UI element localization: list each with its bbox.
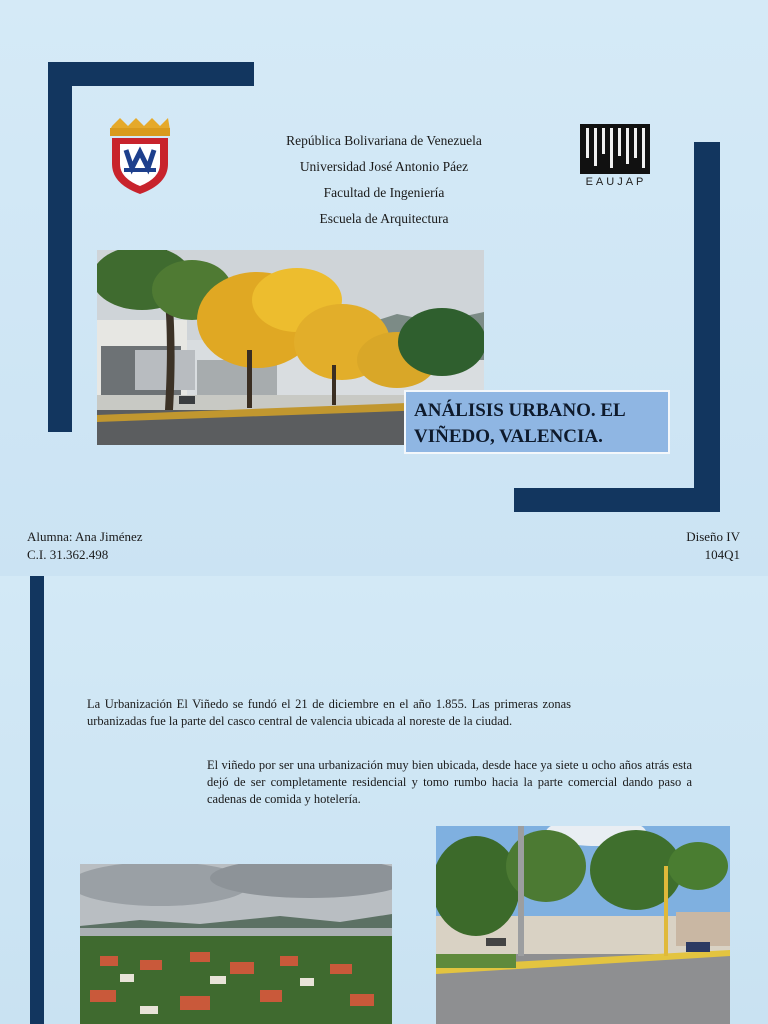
title-line-1: ANÁLISIS URBANO. EL [414, 400, 626, 421]
content-page [0, 576, 768, 1024]
frame-bottom-right-horizontal [514, 488, 720, 512]
frame-top-left-horizontal [48, 62, 254, 86]
page-left-bar [30, 576, 44, 1024]
paragraph-commercial: El viñedo por ser una urbanización muy bien ubicada, desde hace ya siete u ocho años atrás esta dejó de ser completamente residencial y tomo rumbo hacia la parte comercial dando paso a cadenas de comida y hotelería. [207, 758, 692, 806]
institution-header [250, 128, 518, 232]
frame-top-left-vertical [48, 62, 72, 432]
university-shield-logo [106, 116, 174, 196]
document-title [404, 390, 670, 454]
aerial-city-photo [80, 864, 392, 1024]
course-section: 104Q1 [704, 547, 740, 562]
avenue-photo [436, 826, 730, 1024]
student-info [27, 528, 143, 564]
header-line-university: Universidad José Antonio Páez [299, 159, 469, 174]
header-line-school: Escuela de Arquitectura [319, 211, 449, 226]
eaujap-logo-text: EAUJAP [585, 176, 647, 188]
header-line-faculty: Facultad de Ingeniería [323, 185, 445, 200]
frame-bottom-right-vertical [694, 142, 720, 512]
course-info [686, 528, 740, 564]
student-name: Alumna: Ana Jiménez [27, 529, 143, 544]
student-id: C.I. 31.362.498 [27, 547, 109, 562]
title-line-2: VIÑEDO, VALENCIA. [414, 426, 603, 447]
course-subject: Diseño IV [686, 529, 740, 544]
paragraph-founding: La Urbanización El Viñedo se fundó el 21 de diciembre en el año 1.855. Las primeras zonas urbanizadas fue la parte del casco central de valencia ubicada al noreste de la ciudad. [87, 697, 571, 728]
header-line-country: República Bolivariana de Venezuela [286, 133, 482, 148]
